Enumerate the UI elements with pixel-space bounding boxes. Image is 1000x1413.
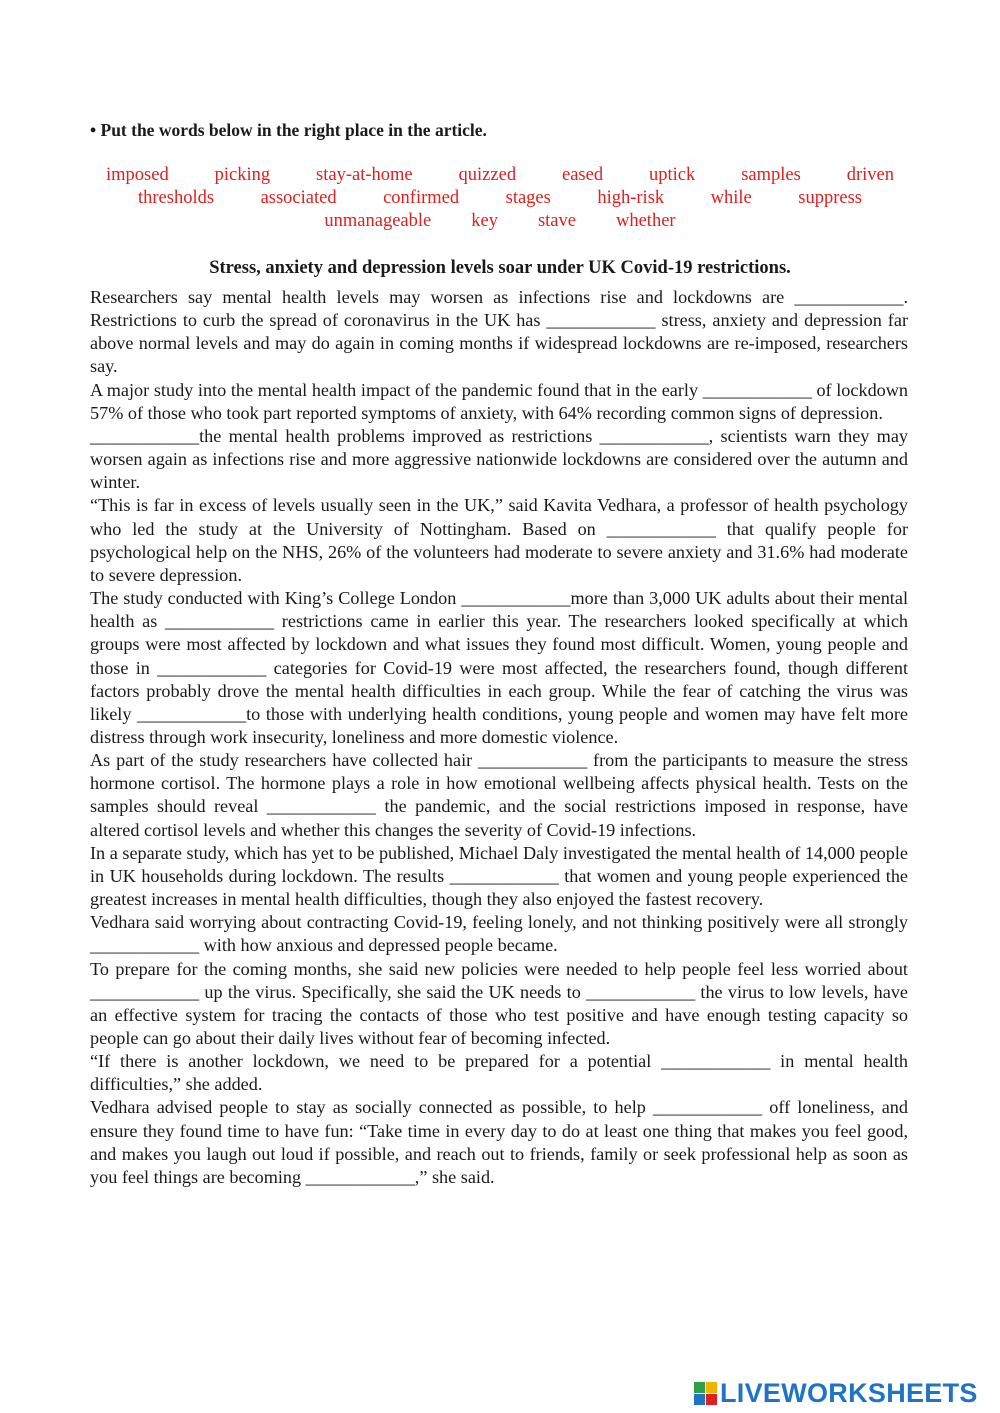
- word-bank-word[interactable]: unmanageable: [324, 211, 432, 231]
- word-bank: [88, 164, 912, 233]
- word-bank-word[interactable]: high-risk: [597, 188, 665, 208]
- article-paragraph: A major study into the mental health impact of the pandemic found that in the early ____________ of lockdown 57% of those who took part reported symptoms of anxiety, with 64% recording common signs of depression.: [90, 379, 908, 423]
- word-bank-word[interactable]: key: [471, 211, 498, 231]
- word-bank-word[interactable]: thresholds: [138, 188, 215, 208]
- word-bank-row-2: [88, 187, 912, 210]
- article-paragraph: In a separate study, which has yet to be published, Michael Daly investigated the mental health of 14,000 people in UK households during lockdown. The results ____________ that women and young people experienced the greatest increases in mental health difficulties, though they also enjoyed the fastest recovery.: [90, 842, 908, 910]
- word-bank-word[interactable]: quizzed: [458, 165, 517, 185]
- word-bank-word[interactable]: driven: [846, 165, 894, 185]
- liveworksheets-logo[interactable]: [694, 1378, 978, 1409]
- word-bank-word[interactable]: samples: [741, 165, 801, 185]
- word-bank-word[interactable]: stages: [505, 188, 551, 208]
- article-paragraph: “If there is another lockdown, we need to be prepared for a potential ____________ in mental health difficulties,” she added.: [90, 1051, 908, 1095]
- word-bank-word[interactable]: stave: [537, 211, 576, 231]
- article-paragraph: Vedhara said worrying about contracting Covid-19, feeling lonely, and not thinking positively were all strongly ____________ with how anxious and depressed people became.: [90, 912, 908, 956]
- word-bank-word[interactable]: while: [710, 188, 752, 208]
- instruction-text: • Put the words below in the right place in the article.: [90, 120, 487, 140]
- article-paragraph: ____________the mental health problems improved as restrictions ____________, scientists warn they may worsen again as infections rise and more aggressive nationwide lockdowns are considered over the autumn and winter.: [90, 425, 908, 493]
- word-bank-word[interactable]: stay-at-home: [316, 165, 413, 185]
- article-paragraph: To prepare for the coming months, she said new policies were needed to help people feel less worried about ____________ up the virus. Specifically, she said the UK needs to ____________ the virus to low levels, have an effective system for tracing the contacts of those who test positive and have enough testing capacity so people can go about their daily lives without fear of becoming infected.: [90, 958, 908, 1048]
- logo-text: LIVEWORKSHEETS: [720, 1378, 978, 1408]
- word-bank-word[interactable]: associated: [260, 188, 337, 208]
- word-bank-word[interactable]: whether: [615, 211, 676, 231]
- word-bank-word[interactable]: confirmed: [383, 188, 460, 208]
- liveworksheets-logo-icon: [694, 1382, 717, 1405]
- article-body: [90, 286, 908, 1189]
- article-paragraph: The study conducted with King’s College London ____________more than 3,000 UK adults about their mental health as ____________ restrictions came in earlier this year. The researchers looked specifically at which groups were most affected by lockdown and what issues they found most difficult. Women, young people and those in ____________ categories for Covid-19 were most affected, the researchers found, though different factors probably drove the mental health difficulties in each group. While the fear of catching the virus was likely ____________to those with underlying health conditions, young people and women may have felt more distress through work insecurity, loneliness and more domestic violence.: [90, 588, 908, 747]
- logo-square-blue-icon: [694, 1394, 705, 1405]
- word-bank-row-3: [88, 210, 912, 233]
- logo-square-red-icon: [706, 1394, 717, 1405]
- article-paragraph: As part of the study researchers have collected hair ____________ from the participants to measure the stress hormone cortisol. The hormone plays a role in how emotional wellbeing affects physical health. Tests on the samples should reveal ____________ the pandemic, and the social restrictions imposed in response, have altered cortisol levels and whether this changes the severity of Covid-19 infections.: [90, 750, 908, 840]
- article-paragraph: Vedhara advised people to stay as socially connected as possible, to help ____________ off loneliness, and ensure they found time to have fun: “Take time in every day to do at least one thing that makes you feel good, and makes you laugh out loud if possible, and reach out to friends, family or seek professional help as soon as you feel things are becoming ____________,” she said.: [90, 1097, 908, 1187]
- word-bank-word[interactable]: eased: [562, 165, 604, 185]
- article-title: Stress, anxiety and depression levels soar under UK Covid-19 restrictions.: [209, 258, 791, 278]
- logo-square-yellow-icon: [706, 1382, 717, 1393]
- word-bank-row-1: [88, 164, 912, 187]
- word-bank-word[interactable]: imposed: [106, 165, 169, 185]
- article-paragraph: Researchers say mental health levels may worsen as infections rise and lockdowns are ____________. Restrictions to curb the spread of coronavirus in the UK has ____________ stress, anxiety and depression far above normal levels and may do again in coming months if widespread lockdowns are re-imposed, researchers say.: [90, 287, 908, 377]
- logo-square-green-icon: [694, 1382, 705, 1393]
- word-bank-word[interactable]: suppress: [798, 188, 862, 208]
- word-bank-word[interactable]: uptick: [649, 165, 696, 185]
- article-paragraph: “This is far in excess of levels usually seen in the UK,” said Kavita Vedhara, a professor of health psychology who led the study at the University of Nottingham. Based on ____________ that qualify people for psychological help on the NHS, 26% of the volunteers had moderate to severe anxiety and 31.6% had moderate to severe depression.: [90, 495, 908, 585]
- word-bank-word[interactable]: picking: [214, 165, 271, 185]
